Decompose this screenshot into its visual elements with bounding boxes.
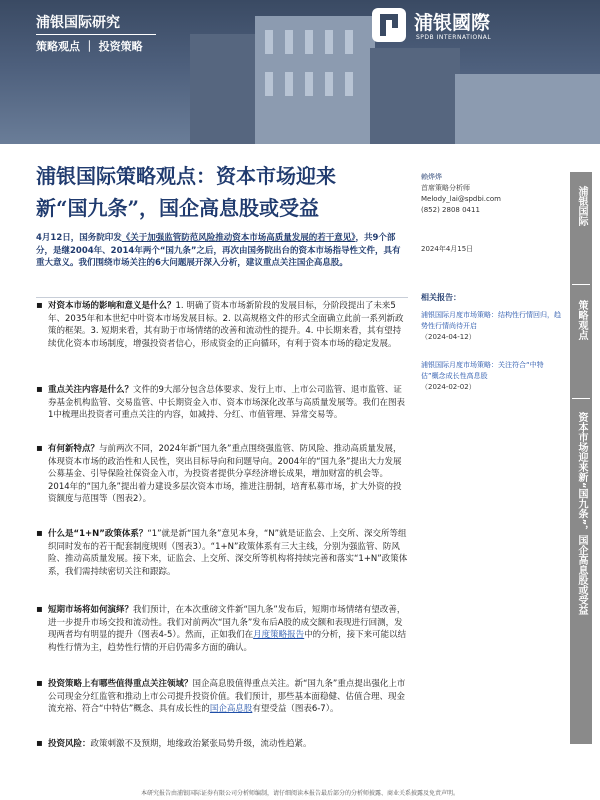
- bullet-dot-icon: ▪: [36, 384, 43, 395]
- side-banner: [570, 172, 592, 744]
- bullet-body: 中的分析，接下来可能以结构性行情为主，趋势性行情的开启仍需多方面的确认。: [48, 630, 407, 653]
- bullet-heading: 重点关注内容是什么？: [48, 385, 134, 395]
- related-report-date: （2024-04-12）: [421, 333, 476, 341]
- brand-name: 浦银国际研究: [36, 15, 120, 31]
- logo-text-cn: 浦银國際: [414, 12, 491, 34]
- brand-divider: [36, 34, 156, 35]
- bullet-body: “1”就是新“国九条”意见本身，“N”就是证监会、上交所、深交所等组织同时发布的若干配套制度规则（图表3）。“1+N”政策体系有三大主线，分别为强监管、防风险、推动高质量发展。接下来，证监会、上交所、深交所等机构将持续完善和落实“1+N”政策体系，我们需持续密切关注和跟踪。: [48, 529, 408, 577]
- building-shape: [190, 34, 260, 144]
- bullet-body: 文件的9大部分包含总体要求、发行上市、上市公司监管、退市监管、证券基金机构监管、交易监管、中长期资金入市、资本市场深化改革与高质量发展等。我们在图表1中梳理出投资者可重点关注的内容，如减持、分红、市值管理、异常交易等。: [48, 385, 406, 421]
- bullet-body: 政策刺激不及预期，地缘政治紧张局势升级，流动性趋紧。: [90, 739, 312, 749]
- disclaimer-footer: 本研究报告由浦银国际证券有限公司分析师编制，请仔细阅读本报告最后部分的分析师披露、商业关系披露及免责声明。: [140, 790, 459, 797]
- analyst-block: [421, 172, 501, 216]
- bullet-heading: 投资风险：: [48, 739, 91, 749]
- bullet-item: [36, 678, 408, 716]
- lead-text: 4月12日，国务院印发: [36, 233, 122, 243]
- related-report-title[interactable]: 浦银国际月度市场策略：关注符合“中特估”概念成长性高息股: [421, 361, 544, 380]
- bullet-body: 与前两次不同，2024年新“国九条”重点围绕强监管、防风险、推动高质量发展，体现资本市场的政治性和人民性，突出目标导向和问题导向。2004年的“国九条”提出大力发展公募基金、引导保险社保资金入市，为投资者提供分享经济增长成果，增加财富的机会等。2014年的“国九条”提出着力建设多层次资本市场，推进注册制，培育私募市场，扩大外资的投资额度与范围等（图表2）。: [48, 444, 402, 505]
- bullet-heading: 对资本市场的影响和意义是什么？: [48, 301, 176, 311]
- related-report-item[interactable]: [421, 310, 561, 343]
- bullet-body: 国企高息股值得重点关注。新“国九条”重点提出强化上市公司现金分红监管和推动上市公司提升投资价值。我们预计，那些基本面稳健、估值合理、现金流充裕、符合“中特估”概念、具有成长性的: [48, 679, 406, 715]
- bullet-dot-icon: ▪: [36, 443, 43, 454]
- side-label: 浦银国际: [576, 186, 587, 226]
- bullet-heading: 有何新特点？: [48, 444, 100, 454]
- bullet-item: [36, 443, 408, 506]
- logo-text-en: SPDB INTERNATIONAL: [416, 34, 492, 41]
- section-nav: 策略观点 ｜ 投资策略: [36, 40, 143, 53]
- bullet-body: 我们预计，在本次重磅文件新“国九条”发布后，短期市场情绪有望改善，进一步提升市场交投和流动性。我们对前两次“国九条”发布后A股的成交额和表现进行回测，发现两者均有明显的提升（图表4-5）。然而，正如我们在: [48, 605, 406, 641]
- document-title-link[interactable]: 《关于加强监管防范风险推动资本市场高质量发展的若干意见》: [121, 233, 356, 243]
- analyst-email[interactable]: Melody_lai@spdbi.com: [421, 195, 501, 203]
- building-shape: [255, 16, 375, 144]
- bullet-dot-icon: ▪: [36, 738, 43, 749]
- side-divider: [572, 398, 590, 399]
- bullet-dot-icon: ▪: [36, 528, 43, 539]
- related-reports-heading: 相关报告：: [421, 293, 461, 302]
- bullet-dot-icon: ▪: [36, 678, 43, 689]
- company-logo: [372, 8, 572, 48]
- building-shape: [455, 74, 600, 144]
- analyst-name: 赖烨烨: [421, 173, 442, 181]
- header-banner: [0, 0, 600, 144]
- soe-dividend-link[interactable]: 国企高息股: [209, 704, 253, 715]
- bullet-heading: 短期市场将如何演绎？: [48, 605, 134, 615]
- bullet-item: [36, 528, 408, 578]
- bullet-item: [36, 300, 408, 350]
- side-divider: [572, 284, 590, 285]
- side-label: 策略观点: [576, 300, 587, 340]
- bullet-heading: 投资策略上有哪些值得重点关注领域？: [48, 679, 193, 689]
- bullet-item: [36, 384, 408, 422]
- divider: [36, 297, 408, 298]
- related-report-date: （2024-02-02）: [421, 383, 476, 391]
- bullet-body: 1. 明确了资本市场新阶段的发展目标，分阶段提出了未来5年、2035年和本世纪中叶资本市场发展目标。2. 以高规格文件的形式全面确立此前一系列新政策的框架。3. 短期来看，其有助于市场情绪的改善和流动性的提升。4. 中长期来看，其有望持续优化资本市场制度，增强投资者信心，形成资金的正向循环，有利于资本市场的稳定发展。: [48, 301, 404, 349]
- bullet-item: [36, 738, 408, 751]
- logo-mark-icon: [372, 8, 406, 42]
- lead-paragraph: [36, 232, 408, 270]
- building-shape: [370, 48, 460, 144]
- related-report-item[interactable]: [421, 360, 561, 393]
- side-label: 资本市场迎来新“国九条”，国企高息股或受益: [576, 412, 587, 616]
- lead-text: ，共9个部分，是继2004年、2014年两个“国九条”之后，再次由国务院出台的资本市场指导性文件，具有重大意义。我们围绕市场关注的6大问题展开深入分析，建议重点关注国企高息股。: [36, 233, 401, 268]
- analyst-role: 首席策略分析师: [421, 184, 470, 192]
- title-line: 浦银国际策略观点：资本市场迎来: [36, 164, 336, 188]
- title-line: 新“国九条”，国企高息股或受益: [36, 196, 320, 220]
- related-report-title[interactable]: 浦银国际月度市场策略：结构性行情回归，趋势性行情尚待开启: [421, 311, 561, 330]
- bullet-dot-icon: ▪: [36, 300, 43, 311]
- monthly-report-link[interactable]: 月度策略报告: [253, 630, 305, 641]
- report-title: [36, 160, 416, 224]
- bullet-heading: 什么是“1+N”政策体系？: [48, 529, 148, 539]
- bullet-body: 有望受益（图表6-7）。: [252, 704, 339, 715]
- bullet-item: [36, 604, 408, 654]
- report-date: 2024年4月15日: [421, 245, 474, 253]
- analyst-phone: (852) 2808 0411: [421, 206, 480, 214]
- bullet-dot-icon: ▪: [36, 604, 43, 615]
